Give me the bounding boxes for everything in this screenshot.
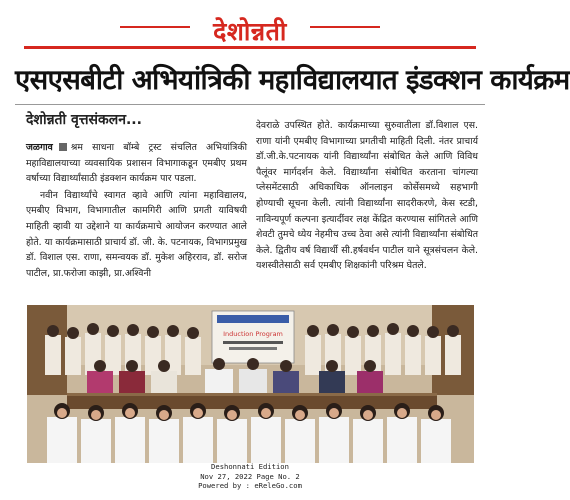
right-paragraph-1: देवराळे उपस्थित होते. कार्यक्रमाच्या सुरुवातीला डॉ.विशाल एस. राणा यांनी एमबीए विभागाच्या प्रगतीची माहिती दिली. नंतर प्राचार्य डॉ.जी.के.पटनायक यांनी विद्यार्थ्यांना संबोधित केले आणि विविध पैलूंवर मार्गदर्शन केले. विद्यार्थ्यांना संबोधित करताना चांगल्या प्लेसमेंटसाठी अधिकाधिक ऑनलाइन कोर्सेसमध्ये सहभागी होण्याची सूचना केली. त्यांनी विद्यार्थ्यांना सादरीकरणे, केस स्टडी, नाविन्यपूर्ण कल्पना इत्यादींवर लक्ष केंद्रित करण्यास सांगितले आणि शेवटी तुमचे ध्येय नेहमीच उच्च ठेवा असे त्यांनी विद्यार्थ्यांना संबोधित केले. द्वितीय वर्ष विद्यार्थी सी.हर्षवर्धन पाटील याने सूत्रसंचलन केले. यशस्वीतेसाठी सर्व एमबीए शिक्षकांनी परिश्रम घेतले. xyxy=(256,120,478,272)
banner-text: Induction Program xyxy=(223,330,283,338)
dateline: जळगाव xyxy=(26,142,53,153)
masthead-decoration-right xyxy=(310,26,380,38)
newspaper-logo: देशोन्नती xyxy=(213,17,287,46)
article-byline: देशोन्नती वृत्तसंकलन... xyxy=(26,112,142,128)
group-photo-illustration xyxy=(27,305,474,463)
left-paragraph-1 xyxy=(26,140,247,187)
group-photo xyxy=(27,305,474,463)
footer-edition: Deshonnati Edition xyxy=(211,462,289,471)
dateline-bullet-icon xyxy=(59,143,67,151)
masthead-rule xyxy=(24,46,476,49)
left-paragraph-1-text: श्रम साधना बॉम्बे ट्रस्ट संचलित अभियांत्रिकी महाविद्यालयाच्या व्यवसायिक प्रशासन विभागाकडून एमबीए प्रथम वर्षाच्या विद्यार्थ्यांसाठी इंडक्शन कार्यक्रम पार पडला. xyxy=(26,142,247,185)
headline-divider xyxy=(15,104,485,105)
footer-date-page: Nov 27, 2022 Page No. 2 xyxy=(200,471,300,481)
article-column-left xyxy=(26,140,247,281)
article-headline: एसएसबीटी अभियांत्रिकी महाविद्यालयात इंडक्शन कार्यक्रम xyxy=(15,64,570,96)
edition-footer xyxy=(0,462,500,491)
footer-powered-by: Powered by : eReleGo.com xyxy=(198,481,302,490)
article-column-right xyxy=(256,118,478,274)
masthead xyxy=(0,8,500,48)
left-paragraph-2: नवीन विद्यार्थ्यांचे स्वागत व्हावे आणि त्यांना महाविद्यालय, एमबीए विभाग, विभागातील कामगिरी आणि प्रगती याविषयी माहिती व्हावी या उद्देशाने या कार्यक्रमाचे आयोजन करण्यात आले होते. या कार्यक्रमासाठी प्राचार्य डॉ. जी. के. पटनायक, विभागप्रमुख डॉ. विशाल एस. राणा, समन्वयक डॉ. मुकेश अहिरराव, डॉ. सरोज पाटील, प्रा.फरोजा काझी, प्रा.अश्विनी xyxy=(26,189,247,279)
